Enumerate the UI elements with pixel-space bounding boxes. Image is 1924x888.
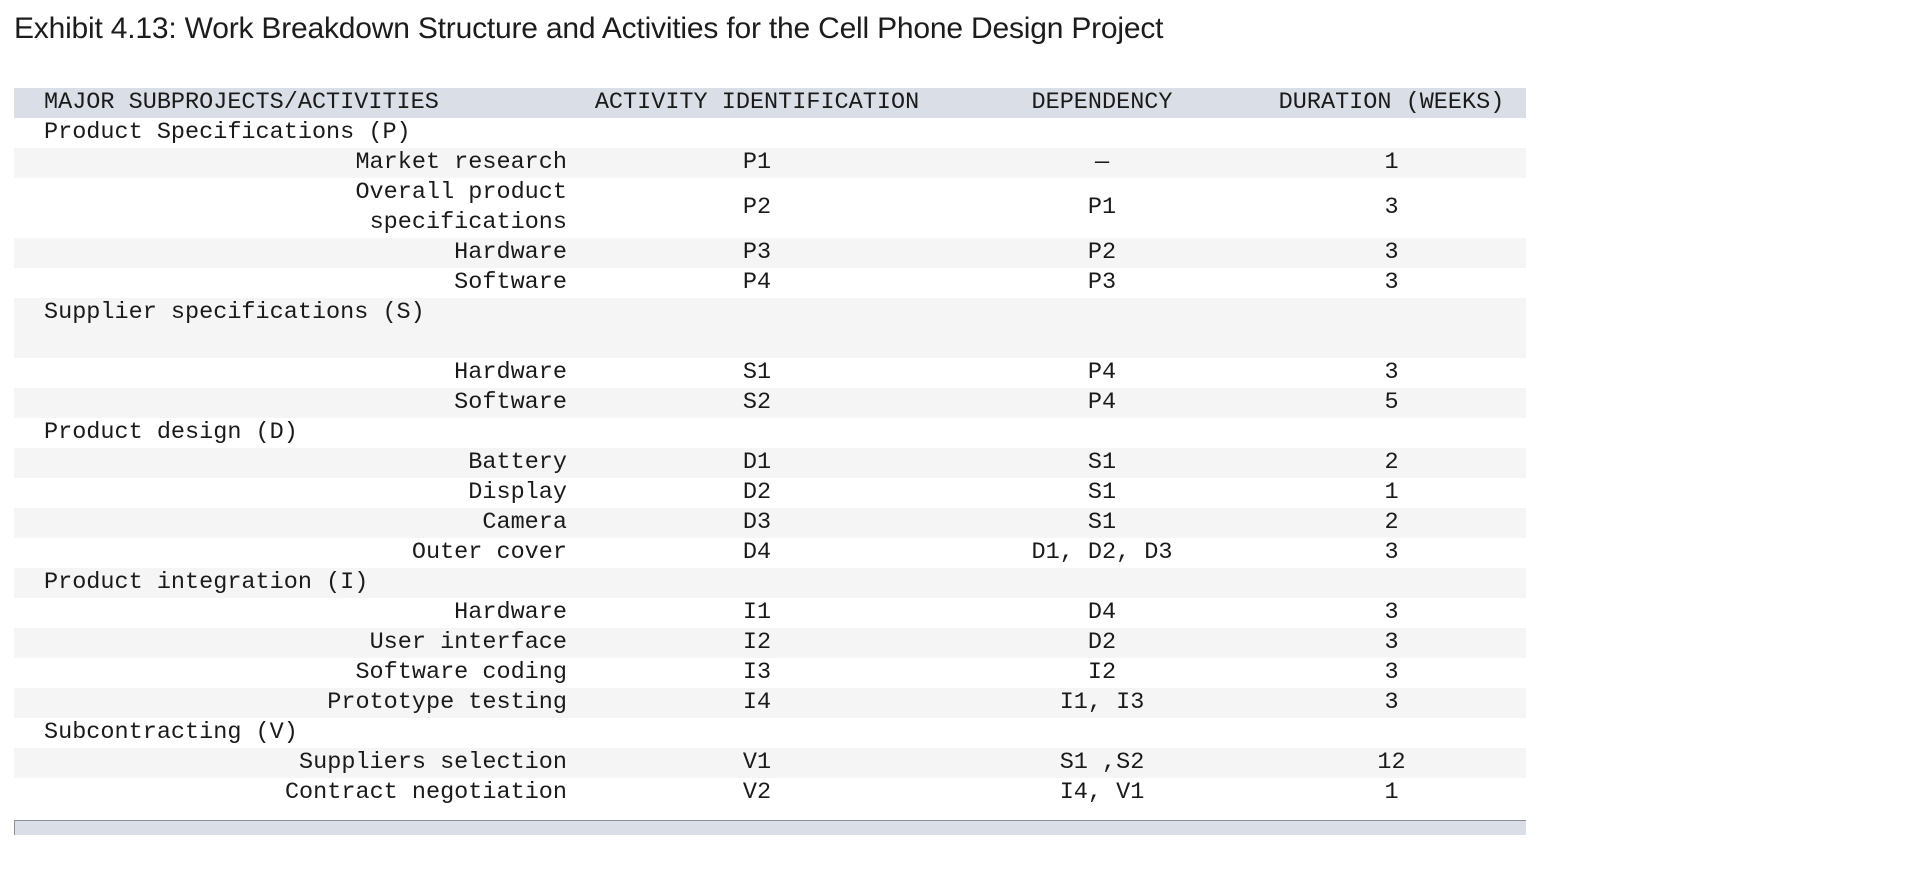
activity-cell: Software: [454, 389, 567, 416]
table-row: [14, 388, 1526, 418]
duration-cell: 3: [1384, 659, 1399, 686]
empty-cell: [947, 718, 1257, 748]
duration-cell: 3: [1384, 269, 1399, 296]
empty-cell: [947, 118, 1257, 148]
duration-cell: 2: [1384, 449, 1399, 476]
duration-cell: 1: [1384, 479, 1399, 506]
duration-cell: 2: [1384, 509, 1399, 536]
empty-cell: [1257, 568, 1526, 598]
dependency-cell: P4: [1087, 389, 1117, 416]
wbs-table-container: [14, 88, 1526, 835]
activity-id-cell: P3: [742, 239, 772, 266]
group-row: [14, 718, 1526, 748]
group-label: Product integration (I): [44, 569, 369, 596]
activity-cell: Hardware: [454, 239, 567, 266]
table-row: [14, 238, 1526, 268]
activity-id-cell: P4: [742, 269, 772, 296]
activity-id-cell: V2: [742, 779, 772, 806]
dependency-cell: —: [1094, 149, 1110, 176]
group-label: Supplier specifications (S): [44, 299, 425, 326]
dependency-cell: I4, V1: [1059, 779, 1145, 806]
dependency-cell: P2: [1087, 239, 1117, 266]
empty-cell: [947, 298, 1257, 358]
header-dependency: DEPENDENCY: [1031, 89, 1173, 116]
wbs-table: [14, 88, 1526, 808]
duration-cell: 1: [1384, 149, 1399, 176]
activity-cell: Camera: [482, 509, 567, 536]
activity-cell: Market research: [355, 149, 567, 176]
table-row: [14, 658, 1526, 688]
duration-cell: 3: [1384, 359, 1399, 386]
dependency-cell: P1: [1087, 194, 1117, 221]
table-row: [14, 748, 1526, 778]
dependency-cell: I1, I3: [1059, 689, 1145, 716]
table-row: [14, 598, 1526, 628]
activity-cell: Display: [468, 479, 567, 506]
group-row: [14, 118, 1526, 148]
activity-cell: Software: [454, 269, 567, 296]
dependency-cell: P3: [1087, 269, 1117, 296]
activity-cell: Prototype testing: [327, 689, 567, 716]
empty-cell: [567, 418, 947, 448]
activity-cell: Suppliers selection: [299, 749, 567, 776]
group-row: [14, 298, 1526, 358]
group-row: [14, 418, 1526, 448]
empty-cell: [947, 568, 1257, 598]
table-row: [14, 688, 1526, 718]
header-duration: DURATION (WEEKS): [1278, 89, 1505, 116]
table-row: [14, 448, 1526, 478]
exhibit-title: Exhibit 4.13: Work Breakdown Structure and Activities for the Cell Phone Design Project: [14, 12, 1164, 45]
table-row: [14, 538, 1526, 568]
duration-cell: 3: [1384, 194, 1399, 221]
table-row: [14, 628, 1526, 658]
activity-id-cell: D2: [742, 479, 772, 506]
empty-cell: [567, 568, 947, 598]
activity-cell: Battery: [468, 449, 567, 476]
activity-id-cell: I1: [742, 599, 772, 626]
empty-cell: [1257, 418, 1526, 448]
duration-cell: 12: [1377, 749, 1406, 776]
dependency-cell: S1 ,S2: [1059, 749, 1145, 776]
group-label: Subcontracting (V): [44, 719, 298, 746]
dependency-cell: D4: [1087, 599, 1117, 626]
activity-cell: User interface: [369, 629, 567, 656]
duration-cell: 3: [1384, 689, 1399, 716]
activity-id-cell: D3: [742, 509, 772, 536]
activity-id-cell: D4: [742, 539, 772, 566]
activity-cell: Hardware: [454, 599, 567, 626]
header-activity-id: ACTIVITY IDENTIFICATION: [594, 89, 920, 116]
dependency-cell: I2: [1087, 659, 1117, 686]
activity-id-cell: I4: [742, 689, 772, 716]
activity-id-cell: S2: [742, 389, 772, 416]
table-row: [14, 148, 1526, 178]
table-row: [14, 778, 1526, 808]
dependency-cell: D1, D2, D3: [1031, 539, 1173, 566]
group-row: [14, 568, 1526, 598]
empty-cell: [567, 718, 947, 748]
table-footer-bar: [14, 820, 1526, 835]
activity-cell: Outer cover: [411, 539, 567, 566]
activity-id-cell: V1: [742, 749, 772, 776]
empty-cell: [567, 118, 947, 148]
dependency-cell: P4: [1087, 359, 1117, 386]
dependency-cell: D2: [1087, 629, 1117, 656]
activity-id-cell: P1: [742, 149, 772, 176]
empty-cell: [1257, 718, 1526, 748]
dependency-cell: S1: [1087, 479, 1117, 506]
activity-id-cell: P2: [742, 194, 772, 221]
activity-id-cell: D1: [742, 449, 772, 476]
activity-cell: Software coding: [355, 659, 567, 686]
table-row: [14, 478, 1526, 508]
activity-cell: Hardware: [454, 359, 567, 386]
table-row: [14, 508, 1526, 538]
duration-cell: 3: [1384, 239, 1399, 266]
activity-cell: Contract negotiation: [284, 779, 567, 806]
dependency-cell: S1: [1087, 509, 1117, 536]
duration-cell: 3: [1384, 599, 1399, 626]
empty-cell: [567, 298, 947, 358]
group-label: Product Specifications (P): [44, 119, 411, 146]
empty-cell: [1257, 118, 1526, 148]
dependency-cell: S1: [1087, 449, 1117, 476]
activity-id-cell: I3: [742, 659, 772, 686]
table-row: [14, 358, 1526, 388]
duration-cell: 1: [1384, 779, 1399, 806]
header-subprojects: MAJOR SUBPROJECTS/ACTIVITIES: [44, 89, 439, 116]
duration-cell: 5: [1384, 389, 1399, 416]
empty-cell: [1257, 298, 1526, 358]
activity-id-cell: S1: [742, 359, 772, 386]
duration-cell: 3: [1384, 629, 1399, 656]
table-row: [14, 268, 1526, 298]
table-header: [14, 88, 1526, 118]
activity-id-cell: I2: [742, 629, 772, 656]
activity-cell: Overall product specifications: [355, 179, 567, 236]
table-body: [14, 118, 1526, 808]
empty-cell: [947, 418, 1257, 448]
group-label: Product design (D): [44, 419, 298, 446]
table-row: [14, 178, 1526, 238]
duration-cell: 3: [1384, 539, 1399, 566]
header-row: [14, 88, 1526, 118]
